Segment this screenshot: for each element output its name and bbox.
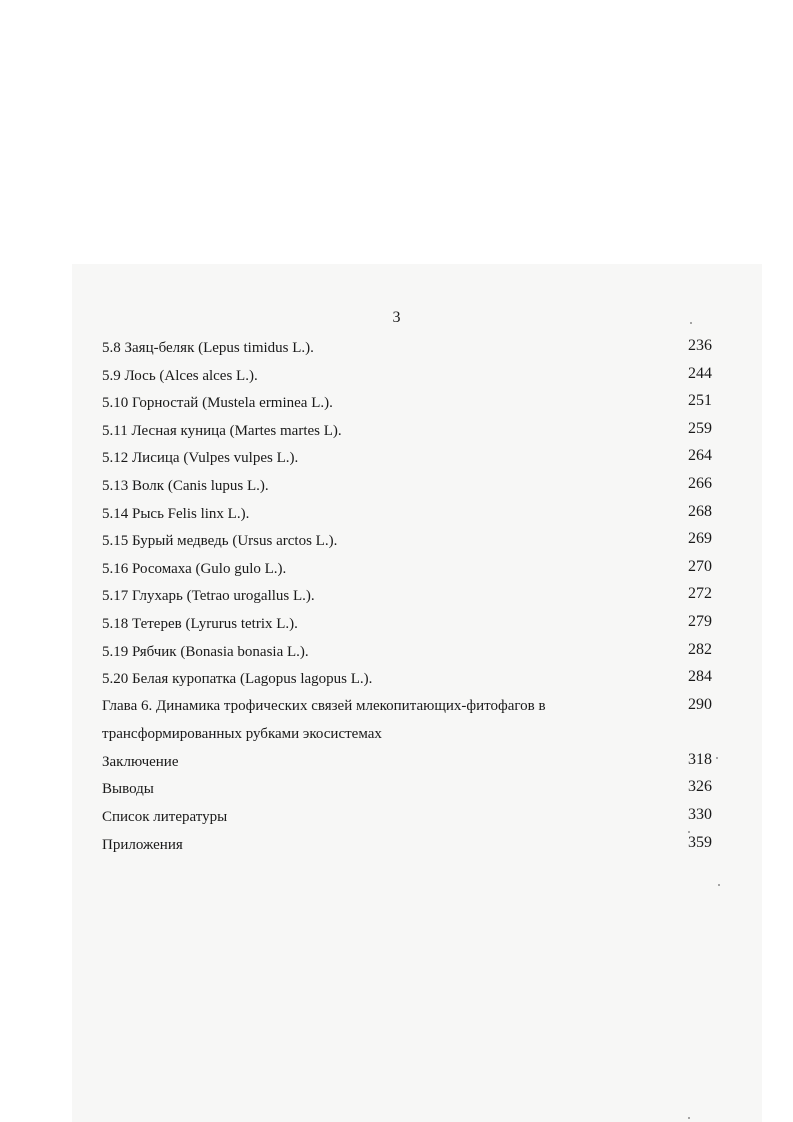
toc-entry-page: 244 — [688, 364, 712, 382]
toc-entry-page: 284 — [688, 668, 712, 686]
toc-entry-title: 5.17 Глухарь (Tetrao urogallus L.). — [102, 588, 315, 605]
toc-entry — [102, 364, 712, 392]
toc-entry-page: 266 — [688, 474, 712, 492]
toc-entry-page: 264 — [688, 447, 712, 465]
toc-entry-page: 236 — [688, 337, 712, 354]
toc-entry-title: 5.8 Заяц-беляк (Lepus timidus L.). — [102, 340, 314, 356]
toc-entry — [102, 750, 712, 778]
toc-entry-page: 259 — [688, 419, 712, 437]
page-number: 3 — [392, 309, 401, 326]
toc-entry-page: 270 — [688, 557, 712, 575]
toc-entry-title: Список литературы — [102, 808, 228, 825]
toc-chapter-page: 290 — [688, 695, 712, 713]
toc-entry-page: 318 — [688, 750, 712, 768]
toc-entry — [102, 529, 712, 557]
toc-entry — [102, 474, 712, 502]
scan-speck — [690, 322, 692, 324]
toc-entry-title: 5.10 Горностай (Mustela erminea L.). — [102, 395, 333, 412]
toc-entry-title: 5.13 Волк (Canis lupus L.). — [102, 477, 269, 494]
toc-entry-title: 5.19 Рябчик (Bonasia bonasia L.). — [102, 643, 309, 660]
toc-entry-page: 251 — [688, 392, 712, 410]
toc-entry-title: 5.11 Лесная куница (Martes martes L). — [102, 422, 342, 439]
toc-entry — [102, 612, 712, 640]
toc-entry-page: 359 — [688, 833, 712, 851]
table-of-contents — [102, 336, 712, 860]
toc-entry-page: 279 — [688, 612, 712, 630]
toc-entry — [102, 833, 712, 861]
toc-entry — [102, 640, 712, 668]
toc-entry-title: 5.20 Белая куропатка (Lagopus lagopus L.). — [102, 671, 373, 688]
toc-entry-title: 5.15 Бурый медведь (Ursus arctos L.). — [102, 533, 338, 550]
toc-entry — [102, 777, 712, 805]
toc-entry — [102, 446, 712, 474]
toc-chapter-title: Глава 6. Динамика трофических связей млекопитающих-фитофагов в трансформированных рубками экосистемах — [102, 697, 546, 742]
scan-speck — [716, 757, 718, 759]
toc-entry-title: 5.18 Тетерев (Lyrurus tetrix L.). — [102, 615, 298, 632]
toc-entry — [102, 391, 712, 419]
toc-entry-title: Приложения — [102, 836, 183, 853]
toc-entry — [102, 667, 712, 695]
toc-entry — [102, 805, 712, 833]
toc-entry-title: 5.14 Рысь Felis linx L.). — [102, 505, 250, 522]
scan-speck — [688, 1117, 690, 1119]
toc-entry — [102, 336, 712, 364]
toc-entry-page: 272 — [688, 585, 712, 603]
toc-entry-page: 326 — [688, 778, 712, 796]
toc-entry-page: 268 — [688, 502, 712, 520]
toc-entry-title: Заключение — [102, 753, 179, 770]
toc-entry-title: Выводы — [102, 781, 154, 798]
toc-entry-page: 330 — [688, 805, 712, 823]
toc-entry — [102, 419, 712, 447]
toc-entry-page: 269 — [688, 530, 712, 548]
toc-entry-title: 5.12 Лисица (Vulpes vulpes L.). — [102, 450, 299, 467]
toc-entry-page: 282 — [688, 640, 712, 658]
toc-entry-title: 5.9 Лось (Alces alces L.). — [102, 367, 258, 384]
scan-speck — [718, 884, 720, 886]
toc-entry — [102, 557, 712, 585]
toc-entry — [102, 502, 712, 530]
toc-chapter-entry — [102, 695, 712, 750]
toc-entry-title: 5.16 Росомаха (Gulo gulo L.). — [102, 560, 287, 577]
toc-entry — [102, 584, 712, 612]
scan-speck — [688, 831, 690, 833]
